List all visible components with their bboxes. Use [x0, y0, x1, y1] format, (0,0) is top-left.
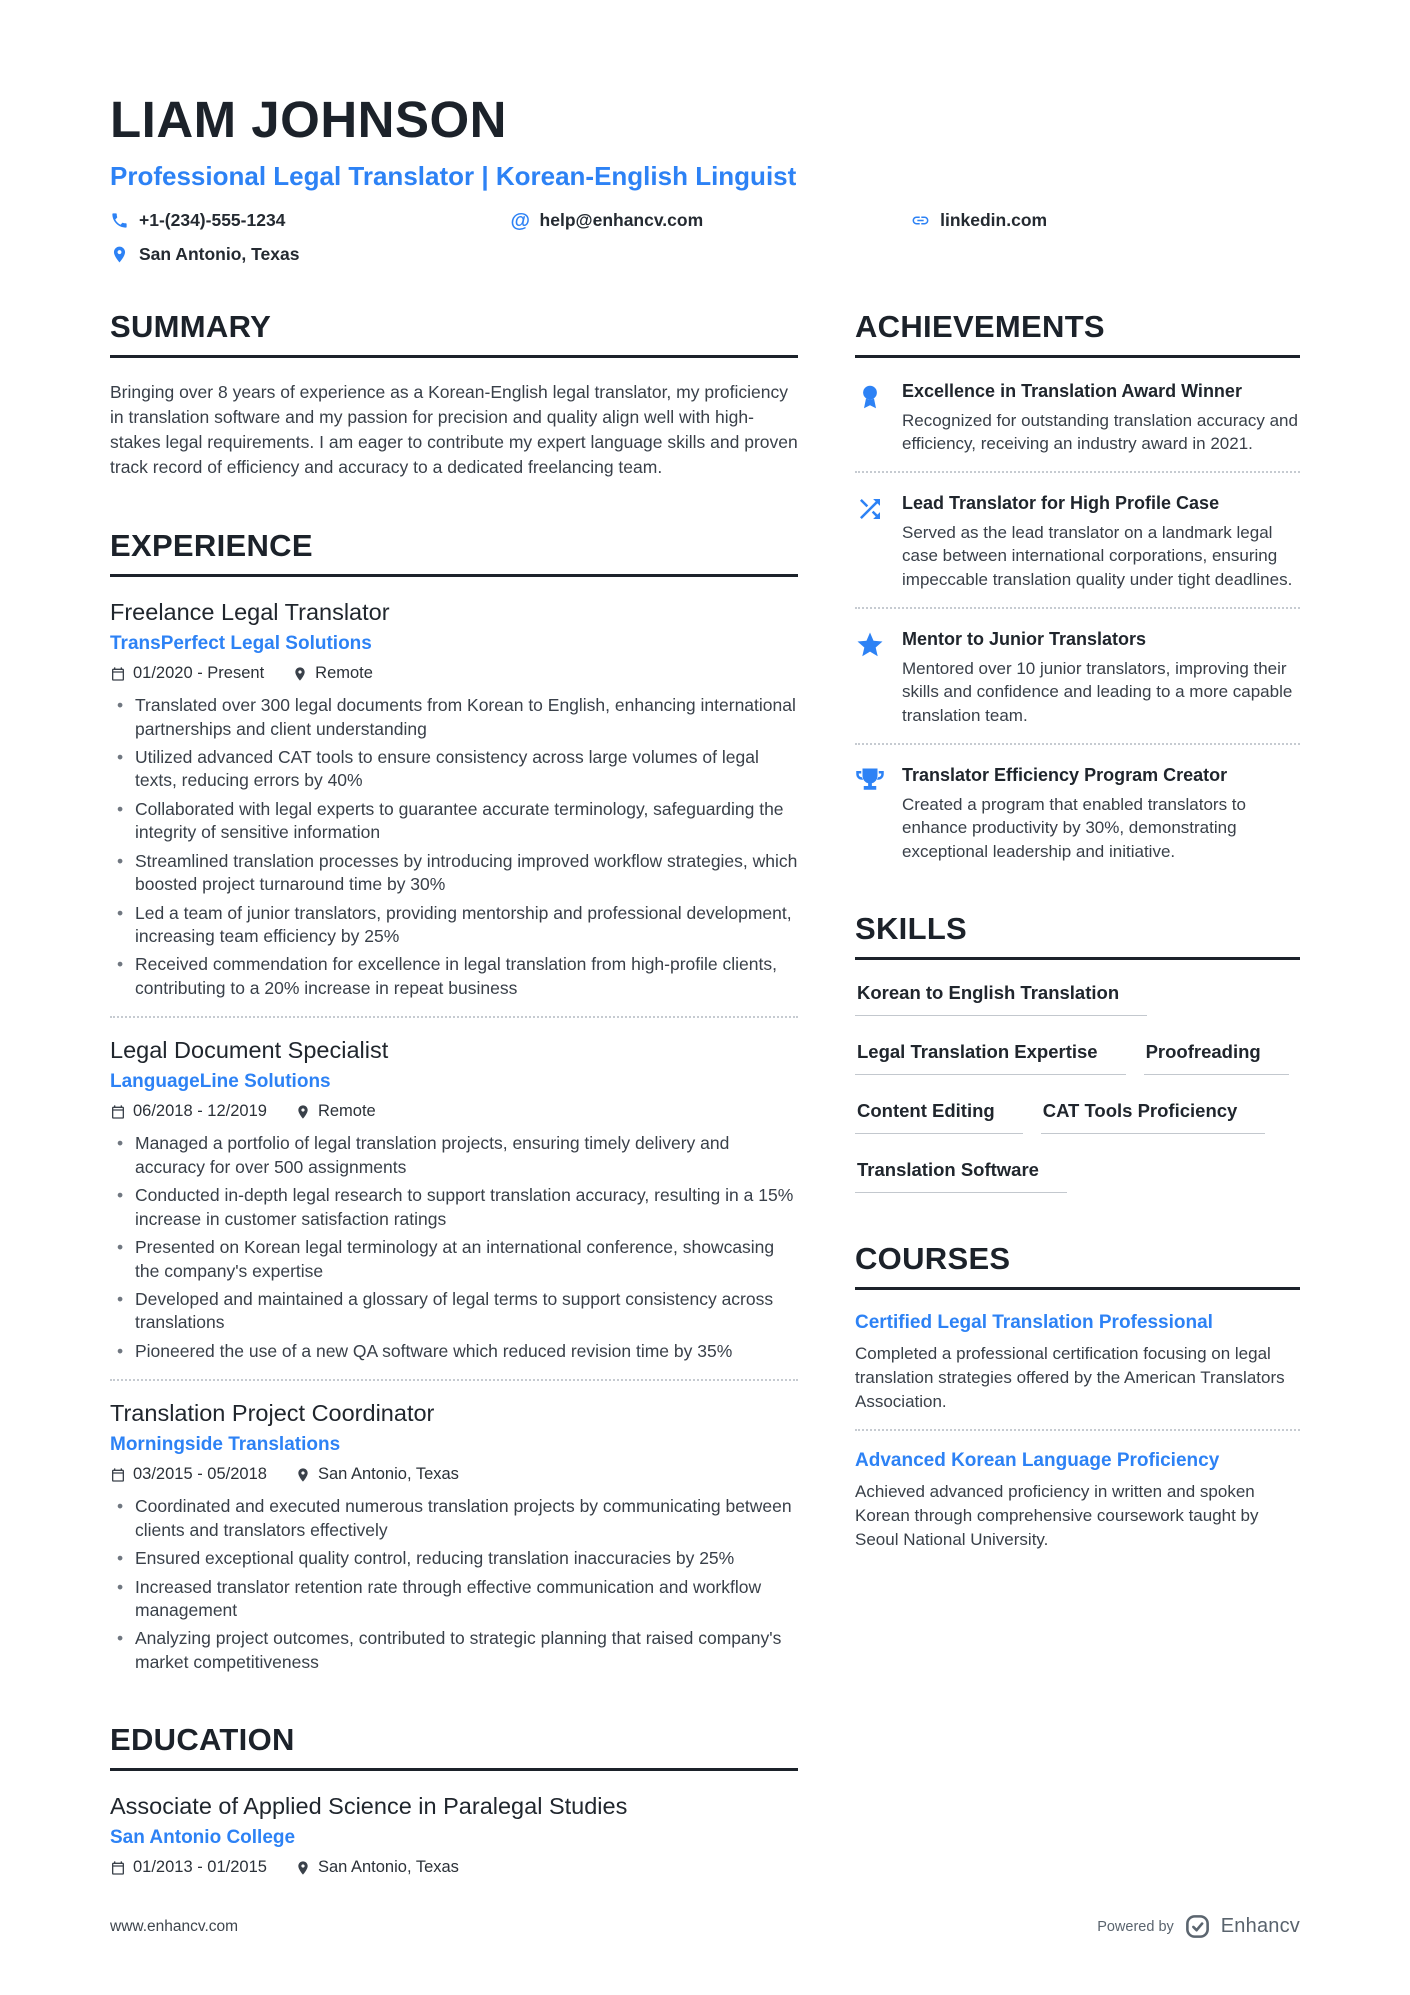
location-pin-icon [292, 666, 308, 682]
course-text: Achieved advanced proficiency in written and spoken Korean through comprehensive coursework taught by Seoul National University. [855, 1482, 1259, 1549]
date-range: 01/2013 - 01/2015 [133, 1858, 267, 1877]
job-dates [110, 1465, 267, 1484]
achievement-body [902, 764, 1300, 863]
summary-heading: SUMMARY [110, 309, 798, 358]
degree-title: Associate of Applied Science in Paralegal Studies [110, 1793, 628, 1820]
achievement-body [902, 492, 1300, 591]
job-title: Translation Project Coordinator [110, 1400, 435, 1427]
bullet-item: • Developed and maintained a glossary of legal terms to support consistency across translations [110, 1288, 798, 1335]
skill-item: Translation Software [855, 1159, 1067, 1193]
job-entry [110, 1037, 798, 1363]
job-bullets [110, 694, 798, 1000]
divider [855, 1429, 1300, 1431]
education-heading: EDUCATION [110, 1722, 798, 1771]
achievement-title: Excellence in Translation Award Winner [902, 381, 1242, 401]
divider [855, 743, 1300, 745]
enhancv-site-link[interactable]: www.enhancv.com [110, 1917, 239, 1935]
person-name: LIAM JOHNSON [110, 91, 508, 148]
bullet-item: • Ensured exceptional quality control, reducing translation inaccuracies by 25% [110, 1547, 798, 1570]
achievements-heading: ACHIEVEMENTS [855, 309, 1300, 358]
skills-heading: SKILLS [855, 911, 1300, 960]
location-pin-icon [295, 1860, 311, 1876]
resume-body [110, 309, 1300, 1888]
job-bullets [110, 1132, 798, 1363]
date-range: 03/2015 - 05/2018 [133, 1465, 267, 1484]
calendar-icon [110, 1104, 126, 1120]
bullet-item: • Translated over 300 legal documents from Korean to English, enhancing international partnerships and client understanding [110, 694, 798, 741]
bullet-item: • Coordinated and executed numerous translation projects by communicating between clients and translators effectively [110, 1495, 798, 1542]
location-text: San Antonio, Texas [317, 1465, 459, 1484]
courses-heading: COURSES [855, 1241, 1300, 1290]
skill-item: Content Editing [855, 1100, 1023, 1134]
course-item [855, 1312, 1300, 1413]
date-range: 01/2020 - Present [133, 664, 265, 683]
job-entry [110, 1400, 798, 1674]
location-pin-icon [295, 1467, 311, 1483]
job-entry [110, 599, 798, 1000]
experience-section [110, 528, 798, 1674]
bullet-item: • Managed a portfolio of legal translation projects, ensuring timely delivery and accuracy for over 500 assignments [110, 1132, 798, 1179]
calendar-icon [110, 1860, 126, 1876]
education-section [110, 1722, 798, 1877]
job-title: Legal Document Specialist [110, 1037, 389, 1064]
page-footer [110, 1913, 1300, 1940]
bullet-item: • Conducted in-depth legal research to support translation accuracy, resulting in a 15% increase in customer satisfaction ratings [110, 1184, 798, 1231]
job-location [295, 1465, 459, 1484]
school-name: San Antonio College [110, 1827, 296, 1849]
job-meta [110, 664, 798, 683]
achievements-section [855, 309, 1300, 863]
achievement-title: Mentor to Junior Translators [902, 629, 1147, 650]
divider [110, 1379, 798, 1381]
bullet-item: • Increased translator retention rate through effective communication and workflow management [110, 1576, 798, 1623]
experience-heading: EXPERIENCE [110, 528, 798, 577]
job-bullets [110, 1495, 798, 1674]
course-title: Advanced Korean Language Proficiency [855, 1450, 1220, 1472]
location-pin-icon [110, 245, 129, 264]
achievement-text: Created a program that enabled translators to enhance productivity by 30%, demonstrating exceptional leadership and initiative. [902, 794, 1246, 861]
achievement-title: Translator Efficiency Program Creator [902, 765, 1228, 786]
divider [855, 607, 1300, 609]
education-dates [110, 1858, 267, 1877]
resume-header [110, 90, 1300, 265]
enhancv-brand-name: Enhancv [1220, 1915, 1300, 1937]
phone-number: +1-(234)-555-1234 [139, 210, 286, 230]
achievement-title: Lead Translator for High Profile Case [902, 493, 1220, 514]
bullet-item: • Led a team of junior translators, providing mentorship and professional development, increasing team efficiency by 25% [110, 902, 798, 949]
education-location [295, 1858, 459, 1877]
job-meta [110, 1102, 798, 1121]
headline: Professional Legal Translator | Korean-English Linguist [110, 161, 797, 191]
course-title: Certified Legal Translation Professional [855, 1311, 1213, 1333]
bullet-item: • Utilized advanced CAT tools to ensure consistency across large volumes of legal texts, reducing errors by 40% [110, 746, 798, 793]
contact-linkedin[interactable] [911, 210, 1300, 231]
company-name: Morningside Translations [110, 1434, 341, 1456]
job-dates [110, 664, 264, 683]
calendar-icon [110, 666, 126, 682]
location-text: San Antonio, Texas [139, 244, 300, 264]
bullet-item: • Pioneered the use of a new QA software which reduced revision time by 35% [110, 1340, 798, 1363]
bullet-item: • Collaborated with legal experts to guarantee accurate terminology, safeguarding the integrity of sensitive information [110, 798, 798, 845]
location-text: Remote [315, 664, 373, 683]
shuffle-arrows-icon [855, 492, 887, 591]
star-icon [855, 628, 887, 727]
email-address: help@enhancv.com [539, 210, 704, 230]
achievement-item [855, 380, 1300, 455]
contact-email[interactable] [511, 210, 912, 231]
at-icon: @ [510, 209, 531, 232]
contact-location [110, 244, 511, 265]
calendar-icon [110, 1467, 126, 1483]
divider [855, 471, 1300, 473]
bullet-item: • Presented on Korean legal terminology at an international conference, showcasing the company's expertise [110, 1236, 798, 1283]
summary-section [110, 309, 798, 480]
achievement-text: Served as the lead translator on a landmark legal case between international corporations, ensuring impeccable translation quality under tight deadlines. [902, 522, 1293, 589]
skills-section [855, 911, 1300, 1193]
skill-item: Legal Translation Expertise [855, 1041, 1126, 1075]
course-item [855, 1450, 1300, 1551]
location-text: San Antonio, Texas [317, 1858, 459, 1877]
enhancv-logo-icon [1184, 1913, 1211, 1940]
powered-by[interactable] [1097, 1913, 1300, 1940]
job-title: Freelance Legal Translator [110, 599, 390, 626]
skill-item: Korean to English Translation [855, 982, 1147, 1016]
job-dates [110, 1102, 267, 1121]
powered-by-label: Powered by [1097, 1918, 1174, 1935]
achievement-body [902, 628, 1300, 727]
achievement-body [902, 380, 1300, 455]
achievement-item [855, 492, 1300, 591]
contact-row [110, 210, 1300, 265]
achievement-item [855, 628, 1300, 727]
company-name: TransPerfect Legal Solutions [110, 633, 372, 655]
contact-phone[interactable] [110, 210, 511, 231]
bullet-item: • Analyzing project outcomes, contributed to strategic planning that raised company's market competitiveness [110, 1627, 798, 1674]
left-column [110, 309, 798, 1888]
achievement-item [855, 764, 1300, 863]
education-meta [110, 1858, 798, 1877]
courses-section [855, 1241, 1300, 1552]
trophy-icon [855, 764, 887, 863]
bullet-item: • Streamlined translation processes by introducing improved workflow strategies, which boosted project turnaround time by 30% [110, 850, 798, 897]
skill-item: CAT Tools Proficiency [1041, 1100, 1266, 1134]
date-range: 06/2018 - 12/2019 [133, 1102, 267, 1121]
medal-icon [855, 380, 887, 455]
achievement-text: Recognized for outstanding translation accuracy and efficiency, receiving an industry award in 2021. [902, 410, 1298, 453]
skills-list [855, 982, 1300, 1193]
phone-icon [110, 211, 129, 230]
job-location [292, 664, 373, 683]
achievement-text: Mentored over 10 junior translators, improving their skills and confidence and leading to a more capable translation team. [902, 658, 1293, 725]
job-location [295, 1102, 376, 1121]
divider [110, 1016, 798, 1018]
location-pin-icon [295, 1104, 311, 1120]
location-text: Remote [317, 1102, 376, 1121]
summary-text: Bringing over 8 years of experience as a Korean-English legal translator, my proficiency in translation software and my passion for precision and quality align well with high-stakes legal requirements. I am eager to contribute my expert language skills and proven track record of efficiency and accuracy to a dedicated freelancing team. [110, 382, 798, 478]
job-meta [110, 1465, 798, 1484]
linkedin-url: linkedin.com [940, 210, 1048, 230]
bullet-item: • Received commendation for excellence in legal translation from high-profile clients, contributing to a 20% increase in repeat business [110, 953, 798, 1000]
link-icon [911, 211, 930, 230]
skill-item: Proofreading [1144, 1041, 1289, 1075]
right-column [855, 309, 1300, 1888]
course-text: Completed a professional certification focusing on legal translation strategies offered by the American Translators Association. [855, 1343, 1285, 1411]
company-name: LanguageLine Solutions [110, 1071, 331, 1093]
